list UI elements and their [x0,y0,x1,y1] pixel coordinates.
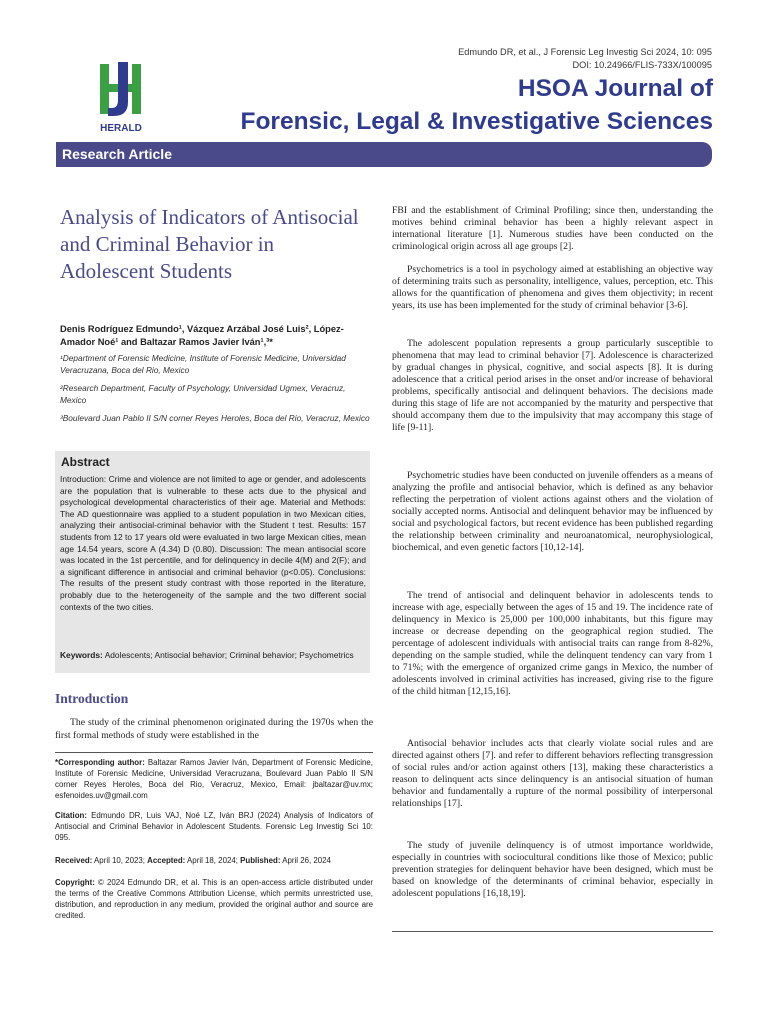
introduction-paragraph: The study of the criminal phenomenon originated during the 1970s when the first formal methods of study were established in the [55,717,373,742]
citation-footnote-text: Edmundo DR, Luis VAJ, Noé LZ, Iván BRJ (2024) Analysis of Indicators of Antisocial and Criminal Behavior in Adolescent Students. Forensic Leg Investig Sci 10: 095. [55,811,373,842]
body-paragraph: Antisocial behavior includes acts that clearly violate social rules and are directed against others [7]. and refer to different behaviors reflecting transgression of social rules and/or action against others [13], making these characteristics a reason to delinquent acts since delinquency is an antisocial situation of human behavior and fundamentally a rupture of the normal possibility of interpersonal relationships [17]. [392,738,713,809]
section-heading-introduction: Introduction [55,691,129,706]
journal-title [180,72,713,138]
abstract-text: Introduction: Crime and violence are not limited to age or gender, and adolescents are the population that is vulnerable to these acts due to the physical and psychological developmental characteristics of their age. Material and Methods: The AD questionnaire was applied to a student population in two Mexican cities, analyzing their antisocial-criminal behavior with the Student t test. Results: 157 students from 12 to 17 years old were evaluated in two large Mexican cities, mean age 14.54 years, score A (4.34) D (0.80). Discussion: The mean antisocial score was located in the 1st percentile, and for delinquency in decile 4(M) and 2(F); and a significant difference in antisocial and criminal behavior (p<0.05). Conclusions: The results of the present study contrast with those reported in the literature, probably due to the heterogeneity of the sample and the two different social contexts of the two cities. [60,474,366,612]
affiliation-3: ³Boulevard Juan Pablo II S/N corner Reyes Heroles, Boca del Rio, Veracruz, Mexico [60,413,370,423]
accepted-label: Accepted: [147,856,186,865]
published-date: April 26, 2024 [280,856,331,865]
herald-logo [88,58,154,136]
abstract-box [55,451,370,673]
corresponding-label: *Corresponding author: [55,758,145,767]
logo-wordmark: HERALD [100,123,142,134]
abstract-heading: Abstract [61,455,110,469]
body-paragraph: Psychometric studies have been conducted on juvenile offenders as a means of analyzing the profile and antisocial behavior, which is defined as any behavior reflecting the perpetration of violent actions against others and the violation of socially accepted norms. Antisocial and delinquent behavior may be influenced by social and psychological factors, but recent evidence has been published regarding the relationship between criminality and neuroanatomical, neurophysiological, biochemical, and even genetic factors [10,12-14]. [392,470,713,553]
journal-title-line2: Forensic, Legal & Investigative Sciences [240,108,713,135]
journal-title-line1: HSOA Journal of [517,75,713,102]
copyright-text: © 2024 Edmundo DR, et al. This is an open-access article distributed under the terms of the Creative Commons Attribution License, which permits unrestricted use, distribution, and reproduction in any medium, provided the original author and source are credited. [55,878,373,920]
citation-label: Citation: [55,811,87,820]
article-type-label: Research Article [62,146,172,162]
affiliation-1: ¹Department of Forensic Medicine, Institute of Forensic Medicine, Universidad Veracruzana, Boca del Rio, Mexico [60,353,346,375]
footnote-divider [55,752,373,753]
doi-text: DOI: 10.24966/FLIS-733X/100095 [572,60,712,70]
logo-bar-right [132,64,141,114]
published-label: Published: [240,856,281,865]
running-header [400,46,712,72]
affiliation-2: ²Research Department, Faculty of Psychology, Universidad Ugmex, Veracruz, Mexico [60,383,346,405]
author-list: Denis Rodríguez Edmundo¹, Vázquez Arzábal José Luis², López-Amador Noé¹ and Baltazar Ramos Javier Iván¹,³* [60,324,344,347]
received-date: April 10, 2023; [92,856,148,865]
keywords-label: Keywords: [60,650,103,660]
body-paragraph: The adolescent population represents a group particularly susceptible to phenomena that may lead to criminal behavior [7]. Adolescence is characterized by gradual changes in physical, cognitive, and social aspects [8]. It is during adolescence that a critical period arises in the onset and/or increase of behavioral problems, specifically antisocial and delinquent behaviors. The decisions made during this stage of life are not accompanied by the maturity and perspective that should accompany them due to the impulsivity that may accompany this stage of life [9-11]. [392,338,713,433]
page-bottom-rule [392,931,713,932]
received-label: Received: [55,856,93,865]
article-type-banner [56,142,712,167]
body-paragraph: The study of juvenile delinquency is of utmost importance worldwide, especially in countries with sociocultural conditions like those of Mexico; public prevention strategies for delinquent behavior have been designed, which must be based on knowledge of the determinants of criminal behavior, especially in adolescent populations [16,18,19]. [392,840,713,899]
body-paragraph: Psychometrics is a tool in psychology aimed at establishing an objective way of determining traits such as personality, intelligence, values, perception, etc. This allows for the quantification of phenomena and gives them objectivity; in recent years, its use has been implemented for the study of criminal behavior [3-6]. [392,264,713,311]
corresponding-text: Baltazar Ramos Javier Iván, Department of Forensic Medicine, Institute of Forensic Medicine, Universidad Veracruzana, Boulevard Juan Pablo II S/N corner Reyes Heroles, Boca del Rio, Veracruz, Mexico, Email: jbaltazar@uv.mx; esfenoides.uv@gmail.com [55,758,373,800]
logo-bar-left [100,64,109,114]
footnote-dates [55,855,373,866]
copyright-label: Copyright: [55,878,95,887]
footnote-citation [55,810,373,843]
accepted-date: April 18, 2024; [185,856,241,865]
keywords-text: Adolescents; Antisocial behavior; Criminal behavior; Psychometrics [102,650,354,660]
article-title: Analysis of Indicators of Antisocial and Criminal Behavior in Adolescent Students [60,205,359,283]
body-paragraph: The trend of antisocial and delinquent behavior in adolescents tends to increase with age, especially between the ages of 15 and 19. The incidence rate of delinquency in Mexico is 25,000 per 100,000 inhabitants, but this figure may increase or decrease depending on the geographical region studied. The percentage of adolescent individuals with antisocial traits can range from 8-82%, depending on the sample studied, while the delinquent tendency can vary from 1 to 71%; with the emergence of organized crime gangs in Mexico, the number of adolescents involved in criminal activities has increased, giving rise to the figure of the child hitman [12,15,16]. [392,590,713,697]
footnote-corresponding-author [55,757,373,801]
keywords [60,650,366,662]
body-paragraph: FBI and the establishment of Criminal Profiling; since then, understanding the motives behind criminal behavior has been a highly relevant aspect in international literature [1]. Numerous studies have been conducted on the criminological origin across all age groups [2]. [392,205,713,252]
citation-text: Edmundo DR, et al., J Forensic Leg Investig Sci 2024, 10: 095 [458,47,712,57]
footnote-copyright [55,877,373,921]
